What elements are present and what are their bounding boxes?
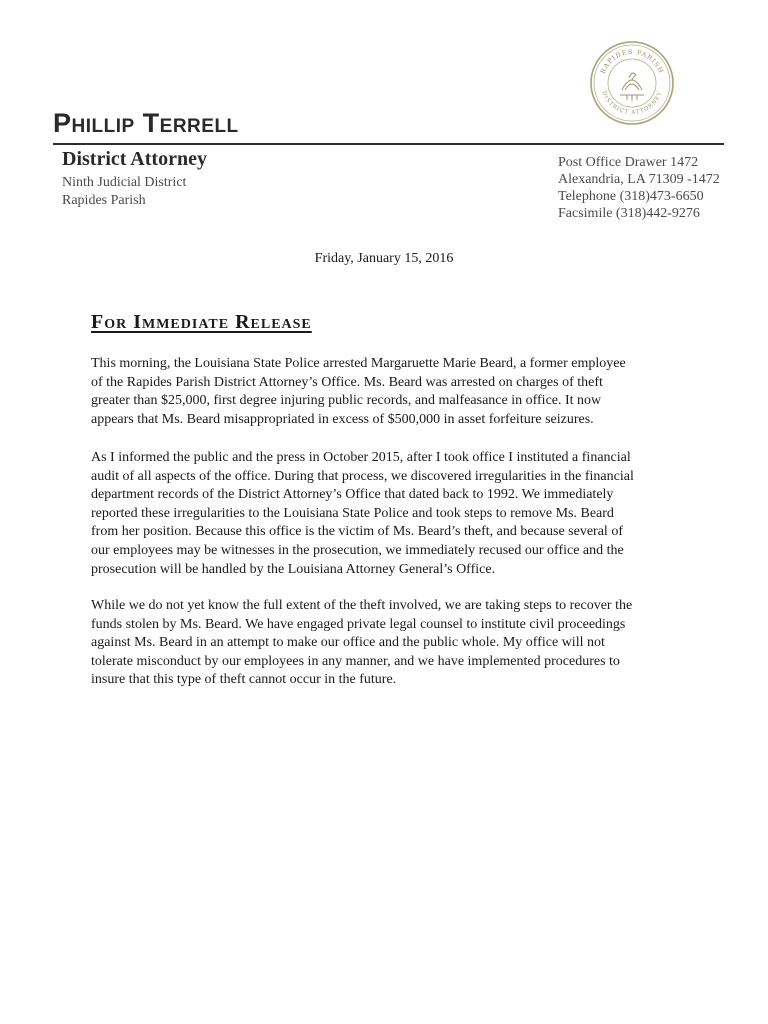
letterhead-name: Phillip Terrell xyxy=(53,108,239,138)
release-date: Friday, January 15, 2016 xyxy=(314,251,454,266)
letterhead-title: District Attorney xyxy=(62,148,207,170)
parish-seal-icon xyxy=(589,40,675,126)
paragraph-line: tolerate misconduct by our employees in any manner, and we have implemented procedures to xyxy=(91,653,620,669)
svg-text:RAPIDES PARISH: RAPIDES PARISH xyxy=(598,47,666,75)
contact-telephone: Telephone (318)473-6650 xyxy=(558,189,704,204)
paragraph-line: funds stolen by Ms. Beard. We have engaged private legal counsel to institute civil proceedings xyxy=(91,616,626,632)
paragraph xyxy=(91,597,632,690)
svg-text:DISTRICT ATTORNEY: DISTRICT ATTORNEY xyxy=(600,90,664,117)
office-line: Ninth Judicial District xyxy=(62,175,187,190)
paragraph-line: from her position. Because this office is the victim of Ms. Beard’s theft, and because several of xyxy=(91,524,623,540)
contact-address: Post Office Drawer 1472 xyxy=(558,155,699,170)
paragraph-line: against Ms. Beard in an attempt to make our office and the public whole. My office will not xyxy=(91,635,605,651)
paragraph-line: department records of the District Attorney’s Office that dated back to 1992. We immediately xyxy=(91,487,614,503)
paragraph xyxy=(91,355,626,429)
paragraph-line: appears that Ms. Beard misappropriated in excess of $500,000 in asset forfeiture seizures. xyxy=(91,411,594,427)
paragraph-line: greater than $25,000, first degree injuring public records, and malfeasance in office. It now xyxy=(91,393,602,409)
paragraph-line: prosecution will be handled by the Louisiana Attorney General’s Office. xyxy=(91,561,496,577)
contact-block xyxy=(558,154,720,222)
paragraph-line: of the Rapides Parish District Attorney’s Office. Ms. Beard was arrested on charges of theft xyxy=(91,374,603,390)
paragraph-line: audit of all aspects of the office. During that process, we discovered irregularities in the financial xyxy=(91,468,634,484)
contact-city: Alexandria, LA 71309 -1472 xyxy=(558,172,720,187)
paragraph-line: reported these irregularities to the Louisiana State Police and took steps to remove Ms. Beard xyxy=(91,505,614,521)
paragraph-line: This morning, the Louisiana State Police arrested Margaruette Marie Beard, a former employee xyxy=(91,356,626,371)
paragraph-line: As I informed the public and the press in October 2015, after I took office I instituted a financial xyxy=(91,450,631,465)
paragraph-line: insure that this type of theft cannot occur in the future. xyxy=(91,672,397,688)
office-block xyxy=(62,174,186,210)
letterhead-rule xyxy=(53,143,724,145)
paragraph-line: our employees may be witnesses in the prosecution, we immediately recused our office and the xyxy=(91,542,624,558)
release-heading: For Immediate Release xyxy=(91,311,312,333)
office-line: Rapides Parish xyxy=(62,193,146,208)
paragraph xyxy=(91,449,634,579)
paragraph-line: While we do not yet know the full extent of the theft involved, we are taking steps to recover the xyxy=(91,598,633,613)
contact-fax: Facsimile (318)442-9276 xyxy=(558,206,700,221)
